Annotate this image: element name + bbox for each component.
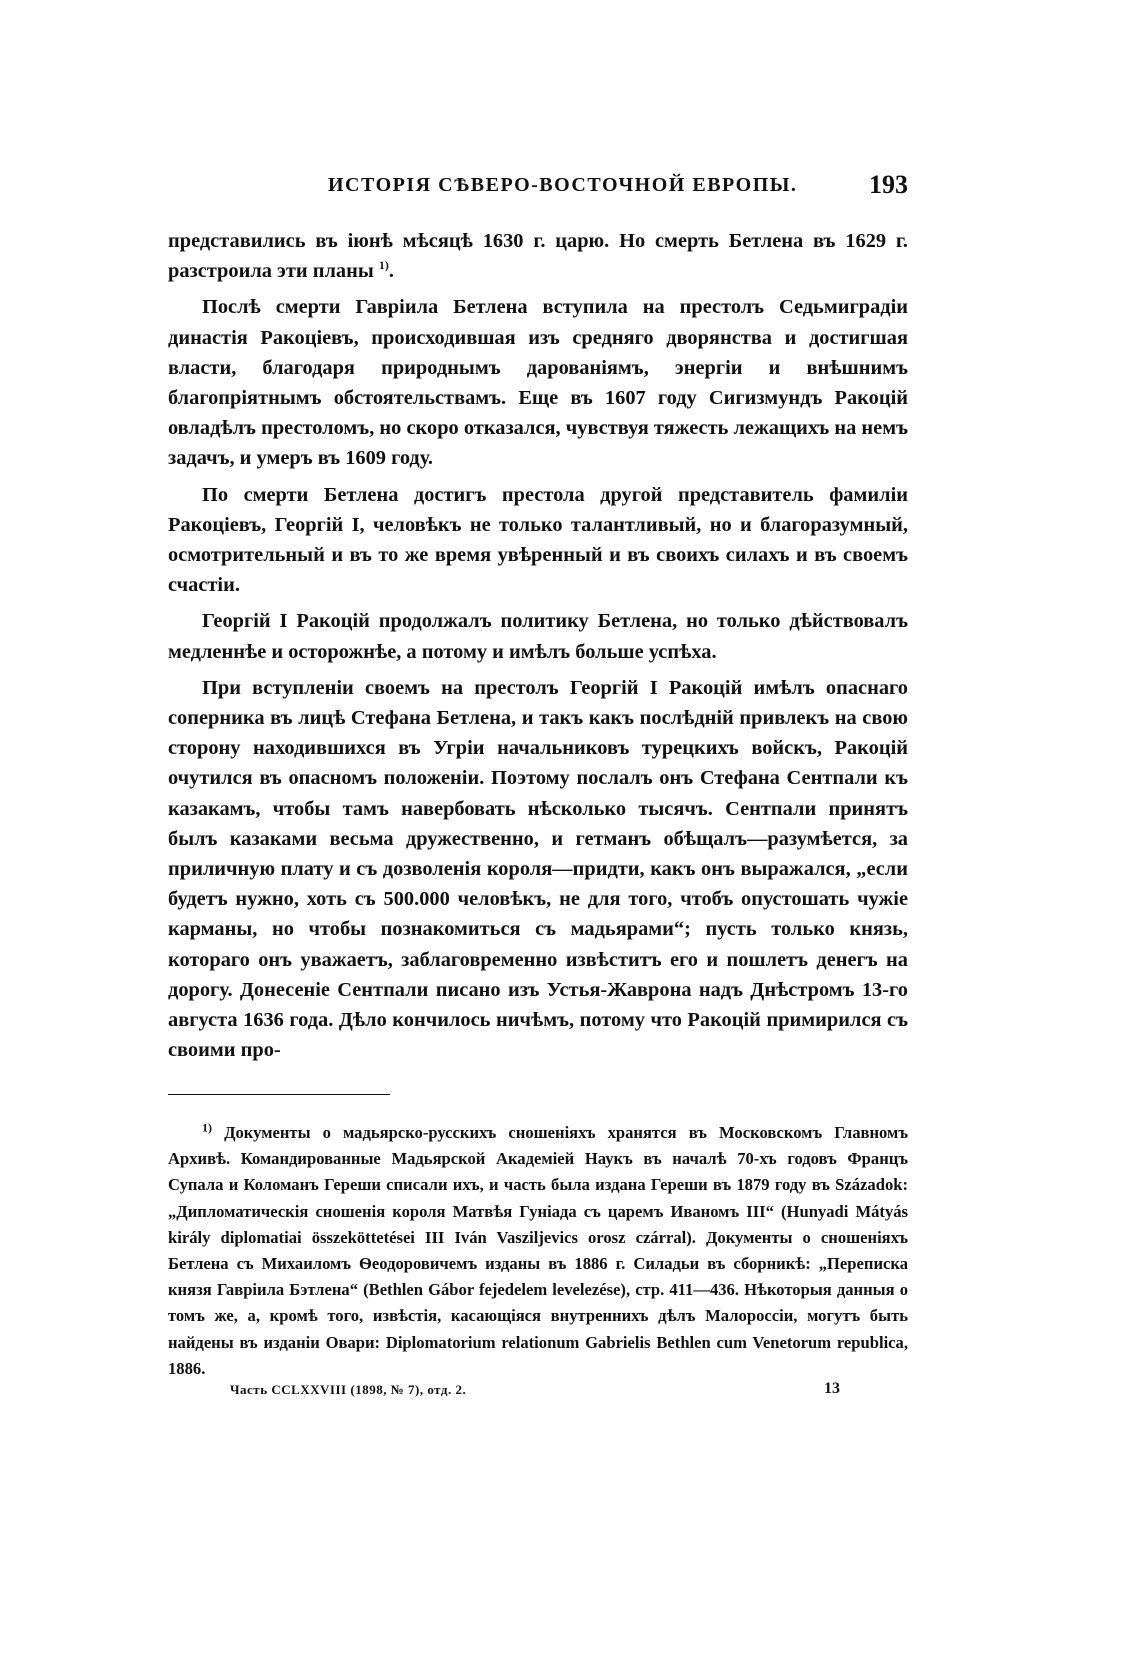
paragraph-2: Послѣ смерти Гавріила Бетлена вступила на престолъ Седьмиградіи династія Ракоціевъ, происходившая изъ средняго дворянства и достигшая власти, благодаря природнымъ дарованіямъ, энергіи и внѣшнимъ благопріятнымъ обстоятельствамъ. Еще въ 1607 году Сигизмундъ Ракоцій овладѣлъ престоломъ, но скоро отказался, чувствуя тяжесть лежащихъ на немъ задачъ, и умеръ въ 1609 году. xyxy=(168,296,908,470)
paragraph-1-tail: . xyxy=(388,260,395,283)
footnote-1-text: Документы о мадьярско-русскихъ сношеніяхъ хранятся въ Московскомъ Главномъ Архивѣ. Командированные Мадьярской Академіей Наукъ въ началѣ 70-хъ годовъ Францъ Супала и Коломанъ Гереши списали ихъ, и часть была издана Гереши въ 1879 году въ Századok: „Дипломатическія сношенія короля Матвѣя Гуніада съ царемъ Иваномъ III“ (Hunyadi Mátyás király diplomatiai összeköttetései III Iván Vasziljevics orosz czárral). Документы о сношеніяхъ Бетлена съ Михаиломъ Ѳеодоровичемъ изданы въ 1886 г. Силадьи въ сборникѣ: „Переписка князя Гавріила Бэтлена“ (Bethlen Gábor fejedelem levelezése), стр. 411—436. Нѣкоторыя данныя о томъ же, а, кромѣ того, извѣстія, касающіяся внутреннихъ дѣлъ Малороссіи, могутъ быть найдены въ изданіи Овари: Diplomatorium relationum Gabrielis Bethlen cum Venetorum republica, 1886. xyxy=(168,1123,908,1378)
paragraph-1 xyxy=(168,226,908,286)
footnotes xyxy=(168,1120,908,1382)
signature-text: Часть CCLXXVIII (1898, № 7), отд. 2. xyxy=(230,1382,467,1397)
body-text xyxy=(168,226,908,1071)
footnote-ref: 1) xyxy=(378,258,389,273)
paragraph-4: Георгій I Ракоцій продолжалъ политику Бетлена, но только дѣйствовалъ медленнѣе и осторожнѣе, а потому и имѣлъ больше успѣха. xyxy=(168,610,908,663)
running-head: ИСТОРІЯ СѢВЕРО-ВОСТОЧНОЙ ЕВРОПЫ. xyxy=(328,174,798,196)
page-header xyxy=(168,170,908,210)
paragraph-3: По смерти Бетлена достигъ престола другой представитель фамиліи Ракоціевъ, Георгій I, человѣкъ не только талантливый, но и благоразумный, осмотрительный и въ то же время увѣренный и въ своихъ силахъ и въ своемъ счастіи. xyxy=(168,483,908,597)
paragraph-5: При вступленіи своемъ на престолъ Георгій I Ракоцій имѣлъ опаснаго соперника въ лицѣ Стефана Бетлена, и такъ какъ послѣдній привлекъ на свою сторону находившихся въ Угріи начальниковъ турецкихъ войскъ, Ракоцій очутился въ опасномъ положеніи. Поэтому послалъ онъ Стефана Сентпали къ казакамъ, чтобы тамъ навербовать нѣсколько тысячъ. Сентпали принятъ былъ казаками весьма дружественно, и гетманъ обѣщалъ—разумѣется, за приличную плату и съ дозволенія короля—придти, какъ онъ выражался, „если будетъ нужно, хоть съ 500.000 человѣкъ, не для того, чтобъ опустошать чужіе карманы, но чтобы познакомиться съ мадьярами“; пусть только князь, котораго онъ уважаетъ, заблаговременно извѣститъ его и пошлетъ денегъ на дорогу. Донесеніе Сентпали писано изъ Устья-Жаврона надъ Днѣстромъ 13-го августа 1636 года. Дѣло кончилось ничѣмъ, потому что Ракоцій примирился съ своими про- xyxy=(168,676,908,1062)
footnote-1 xyxy=(168,1120,908,1382)
paragraph-1-text: представились въ іюнѣ мѣсяцѣ 1630 г. царю. Но смерть Бетлена въ 1629 г. разстроила эти планы xyxy=(168,230,908,283)
page-number: 193 xyxy=(869,170,908,199)
footnote-divider xyxy=(168,1094,390,1095)
printer-signature xyxy=(230,1380,840,1404)
footnote-marker: 1) xyxy=(202,1120,212,1135)
signature-number: 13 xyxy=(824,1380,840,1397)
